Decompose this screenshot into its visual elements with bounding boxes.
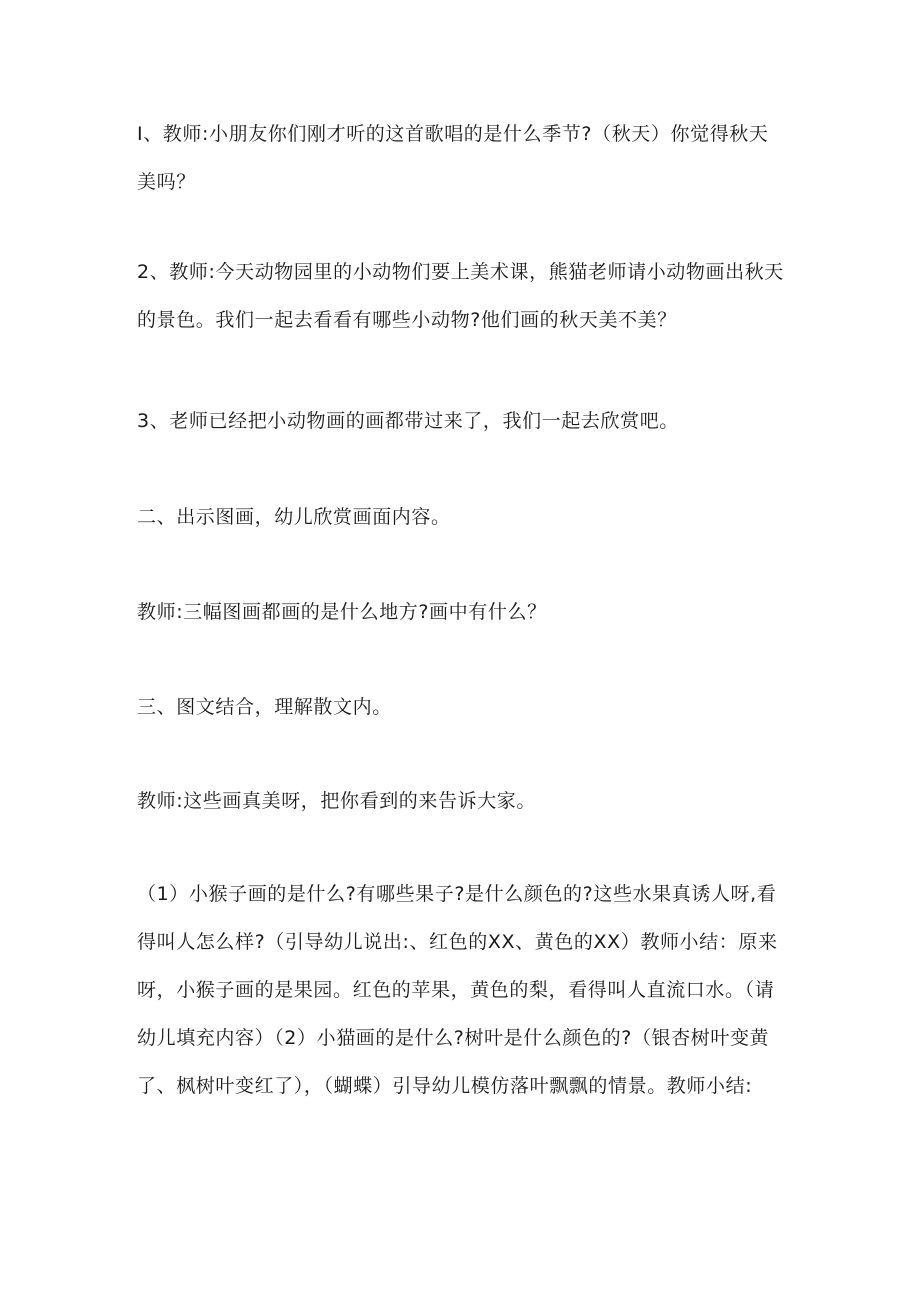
paragraph-8: （1）小猴子画的是什么?有哪些果子?是什么颜色的?这些水果真诱人呀,看得叫人怎么样?（引导幼儿说出:、红色的XX、黄色的XX）教师小结：原来呀，小猴子画的是果园。红色的苹果，黄色的梨，看得叫人直流口水。（请幼儿填充内容）（2）小猫画的是什么?树叶是什么颜色的?（银杏树叶变黄了、枫树叶变红了），（蝴蝶）引导幼儿模仿落叶飘飘的情景。教师小结: [137, 883, 778, 1097]
paragraph-7: 教师:这些画真美呀，把你看到的来告诉大家。 [137, 790, 537, 812]
paragraph-5: 教师:三幅图画都画的是什么地方?画中有什么？ [137, 601, 547, 623]
paragraph-6: 三、图文结合，理解散文内。 [137, 696, 392, 718]
paragraph-2: 2、教师:今天动物园里的小动物们要上美术课，熊猫老师请小动物画出秋天的景色。我们一起去看看有哪些小动物?他们画的秋天美不美？ [137, 261, 784, 331]
paragraph-3: 3、老师已经把小动物画的画都带过来了，我们一起去欣赏吧。 [137, 410, 679, 432]
paragraph-1: I、教师:小朋友你们刚才听的这首歌唱的是什么季节?（秋天）你觉得秋天美吗？ [137, 123, 769, 193]
paragraph-4: 二、出示图画，幼儿欣赏画面内容。 [137, 506, 451, 528]
